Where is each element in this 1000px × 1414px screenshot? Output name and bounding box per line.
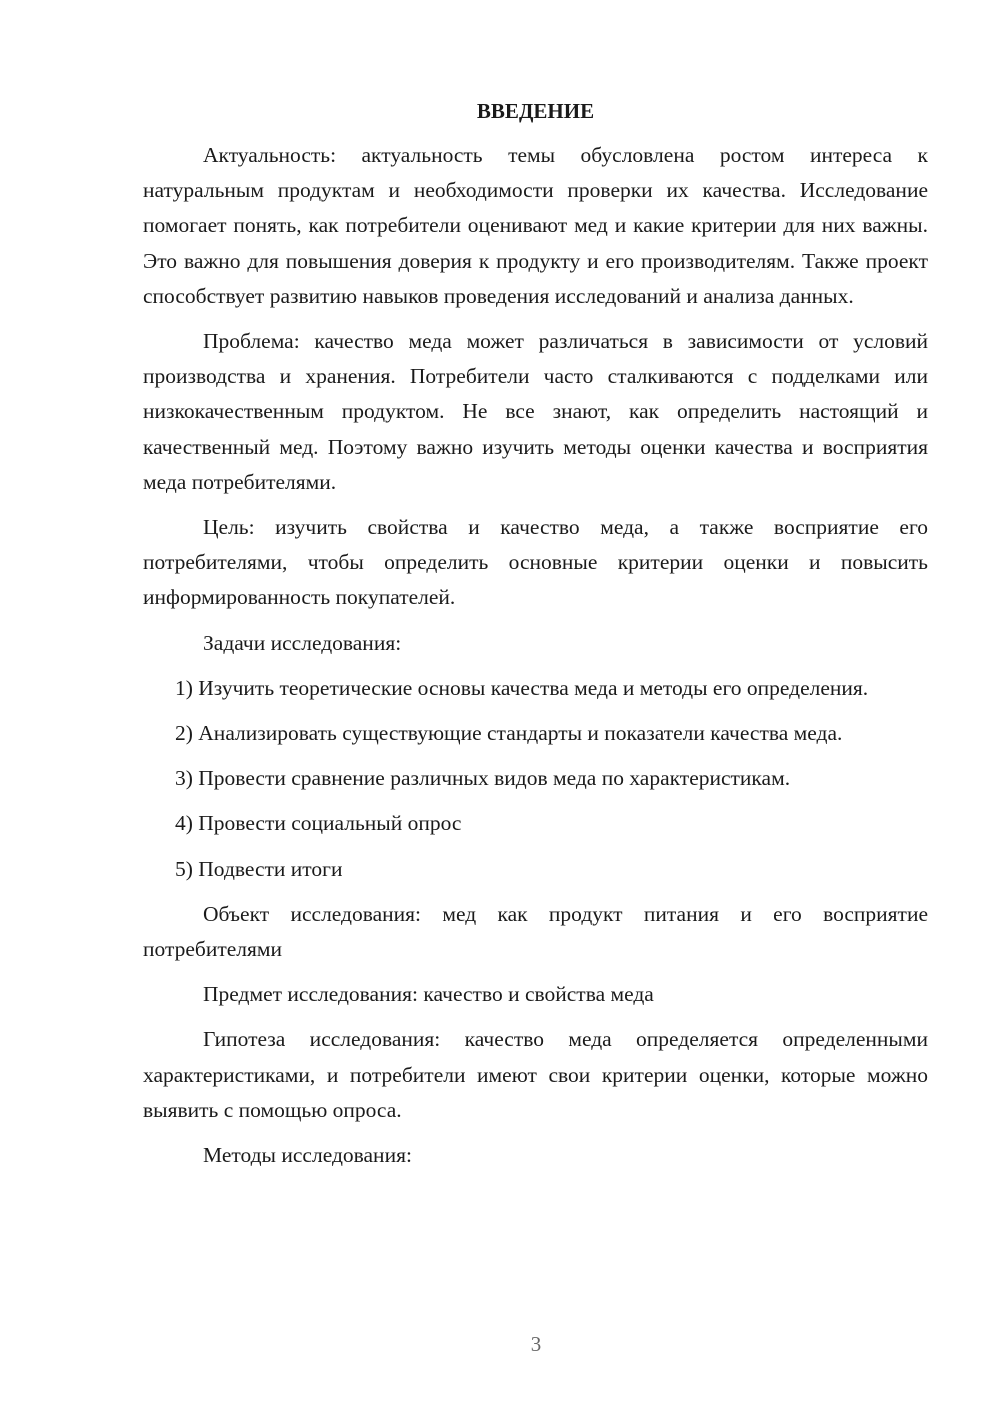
paragraph-goal: Цель: изучить свойства и качество меда, а также восприятие его потребителями, чтобы определить основные критерии оценки и повысить информированность покупателей. [143, 515, 928, 610]
paragraph-problem: Проблема: качество меда может различаться в зависимости от условий производства и хранения. Потребители часто сталкиваются с подделками или низкокачественным продуктом. Не все знают, как определить настоящий и качественный мед. Поэтому важно изучить методы оценки качества и восприятия меда потребителями. [143, 329, 928, 494]
task-item: 3) Провести сравнение различных видов меда по характеристикам. [175, 766, 791, 791]
task-item: 2) Анализировать существующие стандарты и показатели качества меда. [175, 721, 843, 746]
document-page [143, 96, 928, 1173]
section-title: ВВЕДЕНИЕ [476, 99, 595, 123]
paragraph-object: Объект исследования: мед как продукт питания и его восприятие потребителями [143, 901, 928, 962]
task-item: 4) Провести социальный опрос [175, 811, 462, 836]
task-item: 5) Подвести итоги [175, 856, 343, 881]
paragraph-relevance: Актуальность: актуальность темы обусловлена ростом интереса к натуральным продуктам и необходимости проверки их качества. Исследование помогает понять, как потребители оценивают мед и какие критерии для них важны. Это важно для повышения доверия к продукту и его производителям. Также проект способствует развитию навыков проведения исследований и анализа данных. [143, 143, 928, 308]
task-item: 1) Изучить теоретические основы качества меда и методы его определения. [175, 675, 869, 700]
paragraph-hypothesis: Гипотеза исследования: качество меда определяется определенными характеристиками, и потребители имеют свои критерии оценки, которые можно выявить с помощью опроса. [143, 1027, 928, 1122]
tasks-list [143, 671, 928, 887]
tasks-heading: Задачи исследования: [203, 630, 402, 655]
methods-heading: Методы исследования: [203, 1143, 412, 1168]
page-number: 3 [530, 1332, 542, 1356]
paragraph-subject: Предмет исследования: качество и свойства меда [203, 982, 654, 1007]
